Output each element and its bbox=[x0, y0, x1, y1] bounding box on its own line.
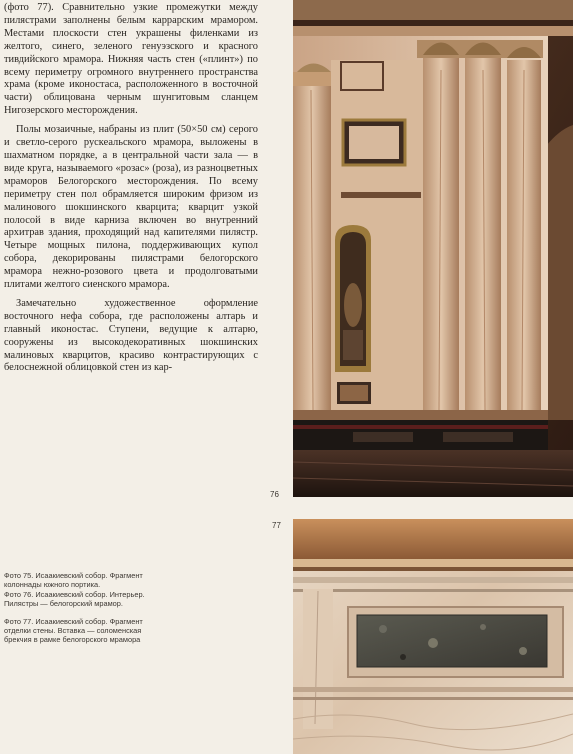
article-body bbox=[4, 2, 258, 375]
paragraph-1: (фото 77). Сравнительно узкие промежутки между пилястрами заполнены белым каррарским мрамором. Местами плоскости стен украшены филенками из желтого, синего, зеленого генуэзского и красного тивдийского мрамора. Нижняя часть стен («плинт») по всему периметру огромного внутреннего пространства храма (кроме иконостаса, расположенного в восточной части) облицована черным шунгитовым сланцем Нигозерского месторождения. bbox=[4, 2, 258, 117]
photo-cathedral-interior bbox=[293, 0, 573, 497]
photo-wall-fragment bbox=[293, 519, 573, 754]
paragraph-2: Полы мозаичные, набраны из плит (50×50 см) серого и светло-серого рускеальского мрамора, выложены в шахматном порядке, а в центральной части зала — в виде круга, называемого «розас» (роза), из разноцветных мраморов Белогорского месторождения. По всему периметру стен пол обрамляется широким фризом из малинового шокшинского кварцита; кварцит узкой полосой в виде карниза включен во внутренний архитрав здания, проходящий над капителями пилястр. Четыре мощных пилона, поддерживающих купол собора, декорированы пилястрами белогорского мрамора нежно-розового цвета и продолговатыми плитами желтого сиенского мрамора. bbox=[4, 124, 258, 291]
photo-captions bbox=[4, 571, 154, 645]
caption-photo-77: Фото 77. Исаакиевский собор. Фрагмент отделки стены. Вставка — соломенская брекчия в рамке белогорского мрамора bbox=[4, 616, 143, 645]
caption-photo-76: Фото 76. Исаакиевский собор. Интерьер. Пилястры — белогорский мрамор. bbox=[4, 589, 145, 609]
photo-number-77: 77 bbox=[272, 521, 281, 530]
caption-photo-75: Фото 75. Исаакиевский собор. Фрагмент колоннады южного портика. bbox=[4, 571, 143, 590]
paragraph-3: Замечательно художественное оформление восточного нефа собора, где расположены алтарь и главный иконостас. Ступени, ведущие к алтарю, сооружены из высокодекоративных шокшинских малиновых кварцитов, красиво контрастирующих с белоснежной облицовкой стен из кар- bbox=[4, 297, 258, 374]
photo-number-76: 76 bbox=[270, 490, 279, 499]
